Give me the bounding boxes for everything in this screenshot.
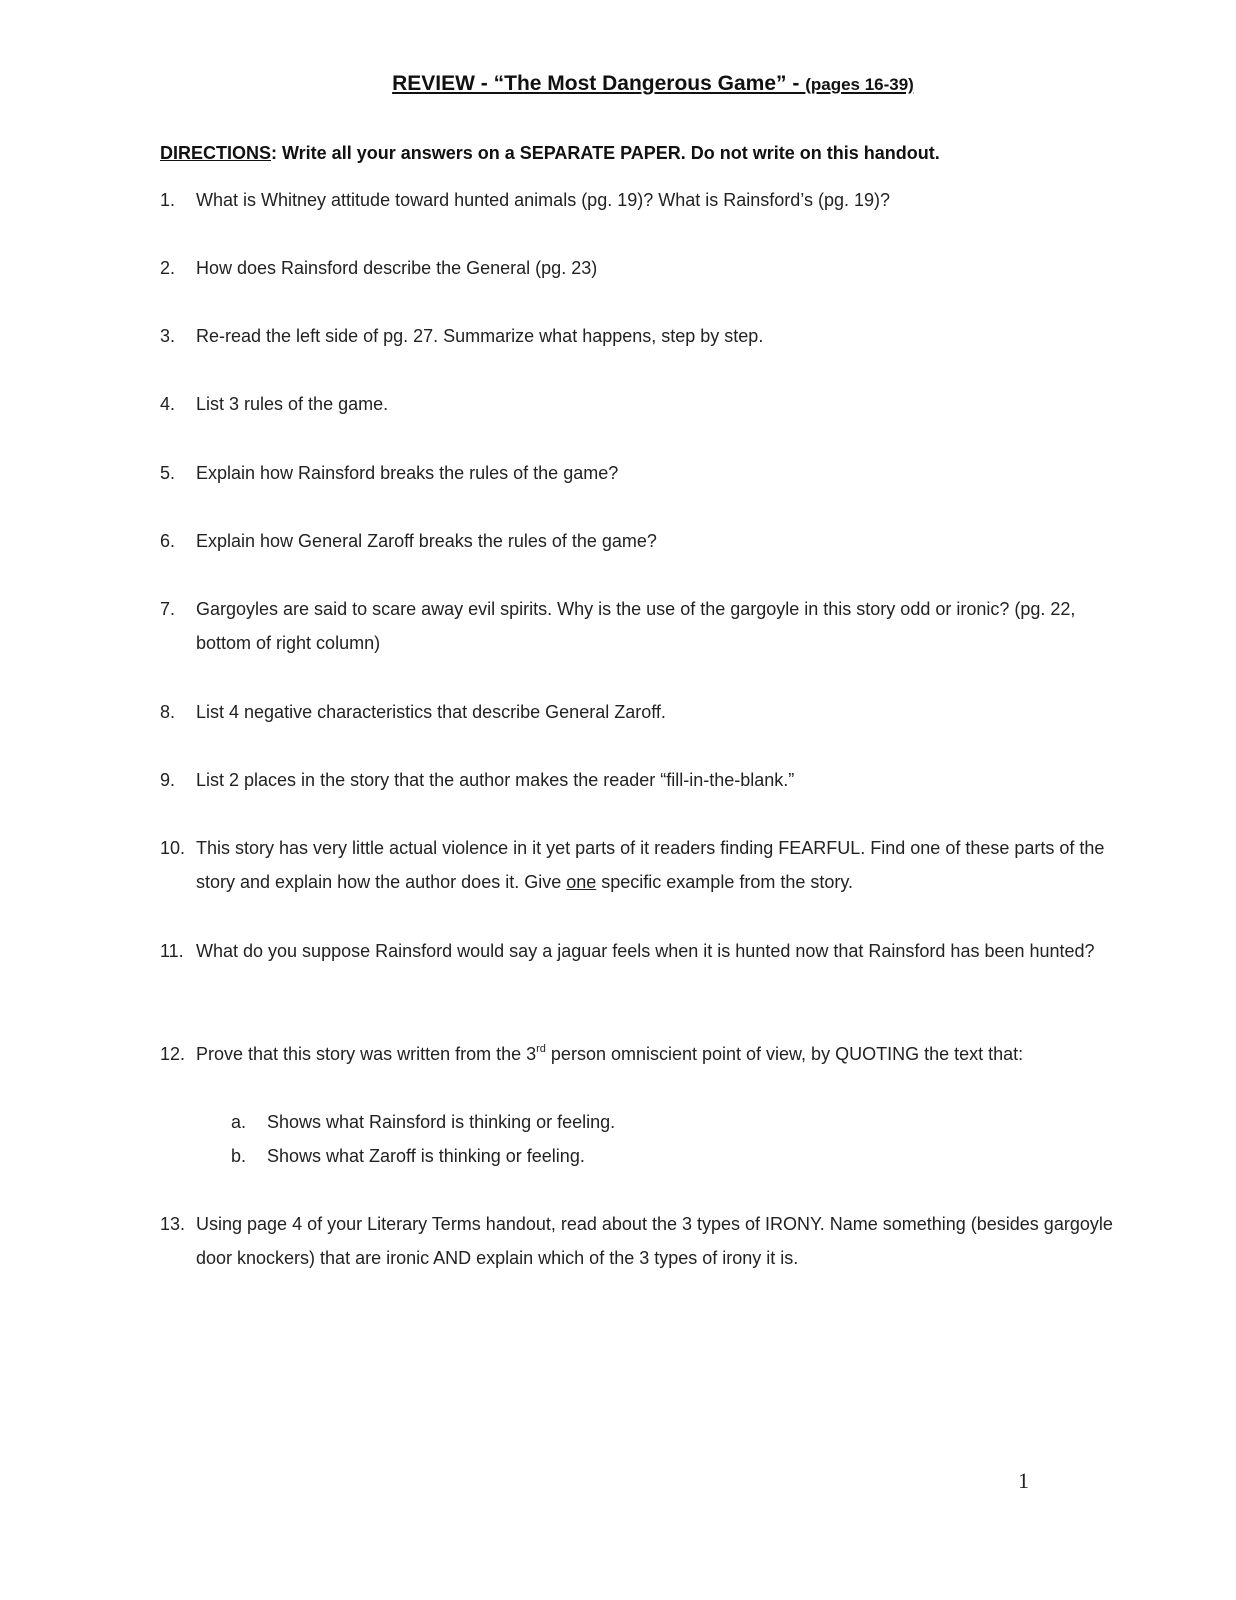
question-5 <box>160 456 1115 490</box>
title-pages: (pages 16-39) <box>805 75 914 94</box>
question-7 <box>160 592 1115 660</box>
question-number: 5. <box>160 463 176 483</box>
question-8 <box>160 695 1115 729</box>
subitem-a <box>231 1105 1091 1139</box>
question-text: Explain how General Zaroff breaks the rules of the game? <box>196 531 657 551</box>
directions <box>160 143 1120 164</box>
question-number: 10. <box>160 838 186 858</box>
question-4 <box>160 387 1115 421</box>
question-number: 11. <box>160 941 184 961</box>
question-number: 9. <box>160 770 176 790</box>
question-number: 3. <box>160 326 176 346</box>
question-text: Using page 4 of your Literary Terms handout, read about the 3 types of IRONY. Name something (besides gargoyle door knockers) that are ironic AND explain which of the 3 types of irony it is. <box>196 1214 1113 1268</box>
question-text <box>196 1037 1115 1071</box>
subitem-letter: a. <box>231 1112 247 1132</box>
question-11 <box>160 934 1115 968</box>
subitem-text: Shows what Rainsford is thinking or feeling. <box>267 1112 616 1132</box>
question-10 <box>160 831 1115 899</box>
subitem-letter: b. <box>231 1146 247 1166</box>
question-1 <box>160 183 1115 217</box>
question-number: 13. <box>160 1214 186 1234</box>
emphasis-underlined: one <box>566 872 597 892</box>
question-text-after: person omniscient point of view, by QUOTING the text that: <box>545 1044 1024 1064</box>
directions-text: : Write all your answers on a SEPARATE PAPER. Do not write on this handout. <box>271 143 940 163</box>
question-6 <box>160 524 1115 558</box>
title-main: REVIEW - “The Most Dangerous Game” - <box>392 72 806 95</box>
question-text: List 2 places in the story that the author makes the reader “fill-in-the-blank.” <box>196 770 795 790</box>
ordinal-superscript: rd <box>536 1043 546 1055</box>
question-text: List 3 rules of the game. <box>196 394 389 414</box>
subitem-text: Shows what Zaroff is thinking or feeling. <box>267 1146 585 1166</box>
question-2 <box>160 251 1115 285</box>
question-text: Gargoyles are said to scare away evil spirits. Why is the use of the gargoyle in this story odd or ironic? (pg. 22, bottom of right column) <box>196 599 1076 653</box>
question-text-before: This story has very little actual violence in it yet parts of it readers finding FEARFUL. Find one of these parts of the story and explain how the author does it. Give <box>196 838 1105 892</box>
question-text-after: specific example from the story. <box>596 872 854 892</box>
question-text: How does Rainsford describe the General (pg. 23) <box>196 258 598 278</box>
directions-label: DIRECTIONS <box>160 143 272 163</box>
subitem-b <box>231 1139 1091 1173</box>
question-number: 1. <box>160 190 176 210</box>
question-12 <box>160 1037 1115 1071</box>
question-text: Explain how Rainsford breaks the rules of the game? <box>196 463 619 483</box>
question-9 <box>160 763 1115 797</box>
question-number: 6. <box>160 531 176 551</box>
page-number: 1 <box>1018 1468 1029 1493</box>
question-13 <box>160 1207 1115 1275</box>
question-text: Re-read the left side of pg. 27. Summarize what happens, step by step. <box>196 326 764 346</box>
question-text-before: Prove that this story was written from the 3 <box>196 1044 537 1064</box>
question-text: List 4 negative characteristics that describe General Zaroff. <box>196 702 666 722</box>
question-number: 7. <box>160 599 176 619</box>
question-text <box>196 831 1115 899</box>
question-number: 4. <box>160 394 176 414</box>
question-3 <box>160 319 1115 353</box>
question-text: What is Whitney attitude toward hunted animals (pg. 19)? What is Rainsford’s (pg. 19)? <box>196 190 891 210</box>
question-number: 8. <box>160 702 176 722</box>
question-number: 2. <box>160 258 176 278</box>
question-text: What do you suppose Rainsford would say a jaguar feels when it is hunted now that Rainsford has been hunted? <box>196 941 1095 961</box>
page-title <box>0 72 1236 96</box>
question-number: 12. <box>160 1044 186 1064</box>
